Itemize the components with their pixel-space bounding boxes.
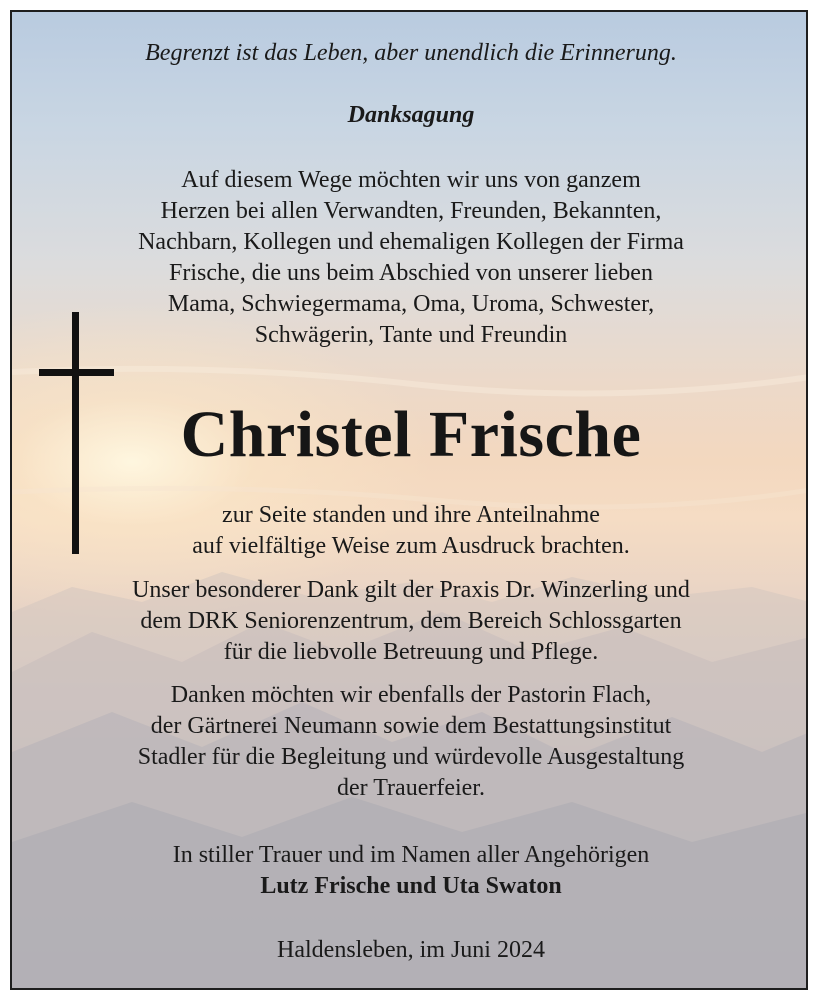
heading-danksagung: Danksagung: [347, 102, 475, 128]
further-thanks-line: der Gärtnerei Neumann sowie dem Bestattungsinstitut: [150, 713, 672, 739]
deceased-name: Christel Frische: [180, 398, 642, 471]
special-thanks-line: dem DRK Seniorenzentrum, dem Bereich Schlossgarten: [140, 608, 682, 634]
motto: Begrenzt ist das Leben, aber unendlich die Erinnerung.: [145, 40, 677, 66]
obituary-card: [10, 10, 808, 990]
intro-line: Frische, die uns beim Abschied von unserer lieben: [169, 260, 653, 286]
intro-line: Mama, Schwiegermama, Oma, Uroma, Schwester,: [167, 291, 655, 317]
intro-line: Herzen bei allen Verwandten, Freunden, Bekannten,: [160, 198, 662, 224]
closing-line: In stiller Trauer und im Namen aller Angehörigen: [172, 842, 650, 868]
special-thanks-line: Unser besonderer Dank gilt der Praxis Dr. Winzerling und: [132, 577, 690, 603]
intro-line: Schwägerin, Tante und Freundin: [254, 322, 568, 348]
intro-paragraph: [12, 165, 808, 351]
intro-line: Nachbarn, Kollegen und ehemaligen Kollegen der Firma: [138, 229, 684, 255]
special-thanks-paragraph: [12, 575, 808, 668]
intro-line: Auf diesem Wege möchten wir uns von ganzem: [181, 167, 641, 193]
further-thanks-line: der Trauerfeier.: [337, 775, 485, 801]
further-thanks-line: Stadler für die Begleitung und würdevolle Ausgestaltung: [137, 744, 685, 770]
after-name-paragraph: [12, 500, 808, 562]
after-name-line: auf vielfältige Weise zum Ausdruck brachten.: [192, 533, 630, 559]
place-date: Haldensleben, im Juni 2024: [277, 937, 545, 963]
after-name-line: zur Seite standen und ihre Anteilnahme: [222, 502, 600, 528]
signers: Lutz Frische und Uta Swaton: [260, 873, 562, 899]
special-thanks-line: für die liebvolle Betreuung und Pflege.: [223, 639, 599, 665]
further-thanks-line: Danken möchten wir ebenfalls der Pastorin Flach,: [170, 682, 652, 708]
further-thanks-paragraph: [12, 680, 808, 804]
